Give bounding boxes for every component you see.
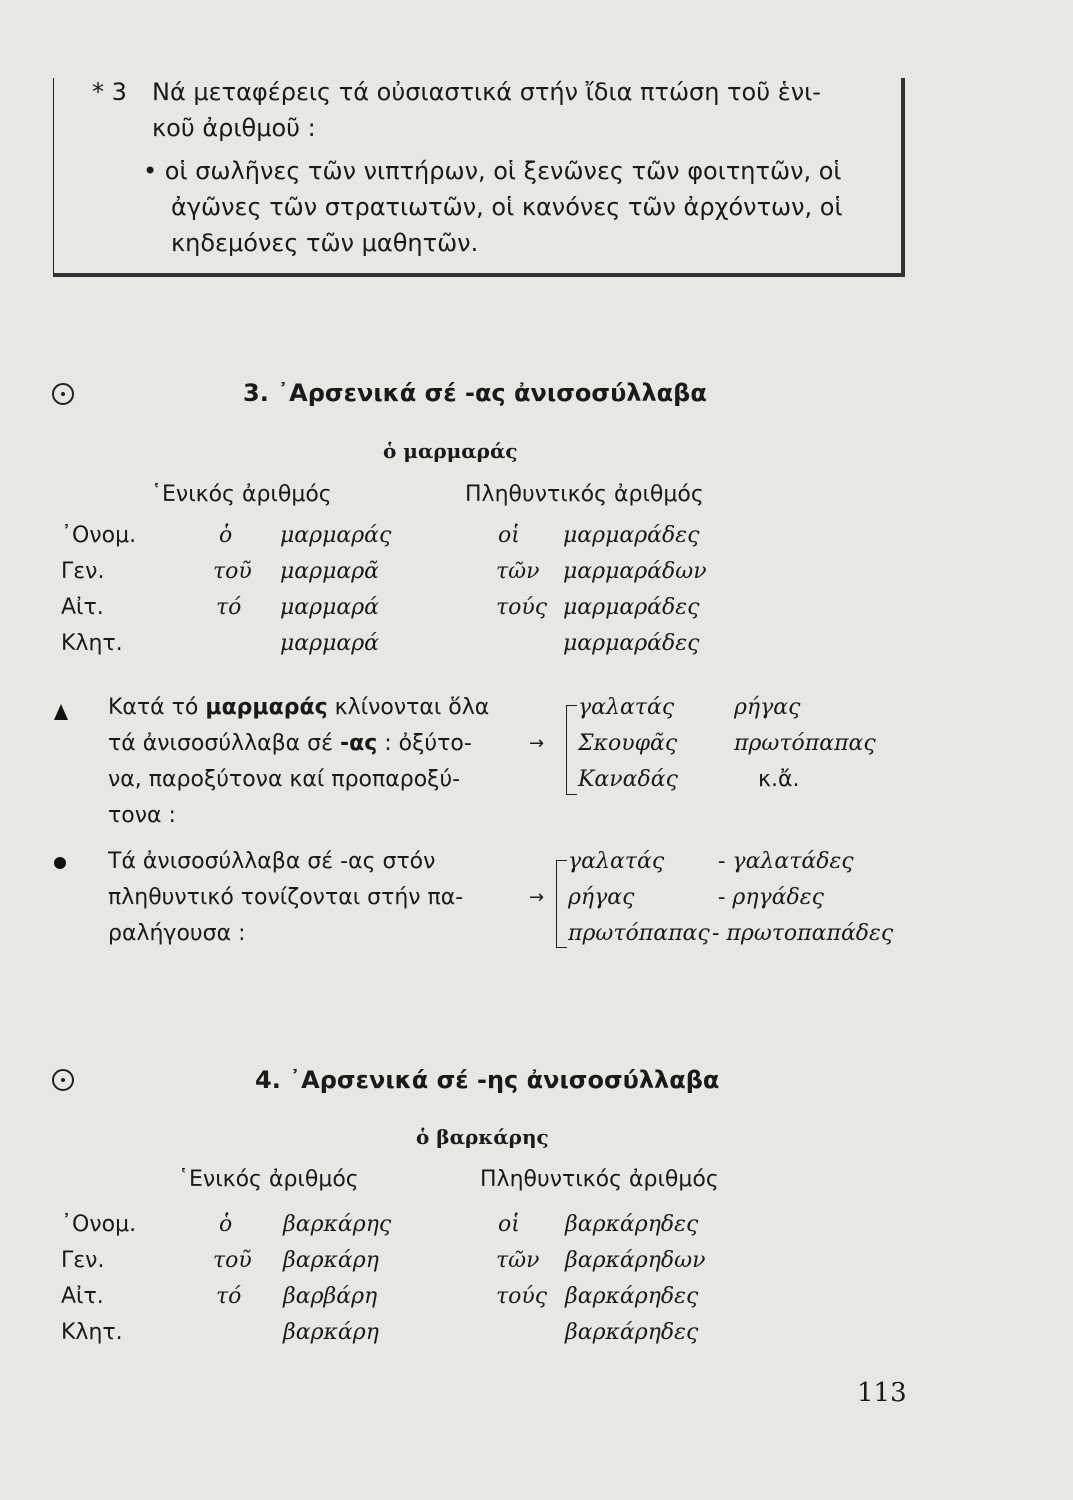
word-form: βαρβάρη	[283, 1284, 378, 1309]
exercise-line: κοῦ ἀριθμοῦ :	[152, 114, 316, 142]
example-word: πρωτόπαπας	[568, 921, 710, 946]
example-word: ὁ μαρμαράς	[383, 439, 518, 463]
case-label: ᾿Ονομ.	[61, 1212, 137, 1237]
word-form: μαρμαρά	[280, 631, 380, 656]
example-word: ρήγας	[568, 885, 635, 910]
example-word: - γαλατάδες	[718, 849, 854, 874]
case-label: Αἰτ.	[61, 595, 104, 620]
word-form: βαρκάρη	[283, 1248, 379, 1273]
rule-text: να, παροξύτονα καί προπαροξύ-	[108, 767, 461, 792]
example-word: Καναδάς	[578, 767, 678, 792]
exercise-line: • οἱ σωλῆνες τῶν νιπτήρων, οἱ ξενῶνες τῶν φοιτητῶν, οἱ	[143, 157, 842, 185]
section-title: 3. ᾿Αρσενικά σέ -ας ἀνισοσύλλαβα	[243, 379, 707, 407]
section-title: 4. ᾿Αρσενικά σέ -ης ἀνισοσύλλαβα	[255, 1066, 720, 1094]
plural-header: Πληθυντικός ἀριθμός	[465, 482, 704, 507]
article: τούς	[496, 595, 548, 620]
rule-text: πληθυντικό τονίζονται στήν πα-	[108, 885, 464, 910]
rule-text: Κατά τό μαρμαράς κλίνονται ὅλα	[108, 695, 490, 720]
bracket	[556, 860, 567, 948]
article: οἱ	[498, 523, 520, 548]
box-border	[901, 78, 905, 277]
article: οἱ	[498, 1212, 520, 1237]
case-label: Κλητ.	[61, 1320, 123, 1345]
word-form: βαρκάρηδες	[565, 1320, 699, 1345]
word-form: μαρμαράδες	[563, 595, 700, 620]
word-form: βαρκάρηδες	[565, 1284, 699, 1309]
section-marker-icon	[52, 1069, 74, 1091]
article: τοῦ	[213, 559, 252, 584]
word-form: μαρμαράς	[280, 523, 392, 548]
example-word: κ.ἄ.	[758, 767, 800, 792]
arrow-right-icon: →	[529, 887, 545, 908]
rule-text: ραλήγουσα :	[108, 921, 246, 946]
case-label: Κλητ.	[61, 631, 123, 656]
example-word: - πρωτοπαπάδες	[712, 921, 894, 946]
article: τῶν	[496, 1248, 540, 1273]
arrow-right-icon: →	[529, 733, 545, 754]
case-label: Αἰτ.	[61, 1284, 104, 1309]
example-word: πρωτόπαπας	[734, 731, 876, 756]
bullet-icon	[54, 857, 66, 869]
singular-header: ῾Ενικός ἀριθμός	[151, 482, 332, 507]
rule-text: τονα :	[108, 803, 176, 828]
article: τῶν	[496, 559, 540, 584]
exercise-line: κηδεμόνες τῶν μαθητῶν.	[171, 229, 479, 257]
example-word: ὁ βαρκάρης	[416, 1125, 549, 1149]
article: τό	[216, 1284, 242, 1309]
word-form: βαρκάρηδες	[565, 1212, 699, 1237]
rule-text: τά ἀνισοσύλλαβα σέ -ας : ὀξύτο-	[108, 731, 472, 756]
word-form: μαρμαρᾶ	[280, 559, 380, 584]
case-label: Γεν.	[61, 559, 105, 584]
exercise-marker: * 3	[92, 78, 127, 106]
word-form: μαρμαράδες	[563, 523, 700, 548]
triangle-icon	[54, 704, 68, 720]
bracket	[566, 705, 577, 795]
exercise-line: Νά μεταφέρεις τά οὐσιαστικά στήν ἴδια πτώση τοῦ ἑνι-	[152, 78, 821, 106]
word-form: βαρκάρη	[283, 1320, 379, 1345]
plural-header: Πληθυντικός ἀριθμός	[480, 1167, 719, 1192]
singular-header: ῾Ενικός ἀριθμός	[178, 1167, 359, 1192]
word-form: βαρκάρηδων	[565, 1248, 706, 1273]
word-form: μαρμαράδες	[563, 631, 700, 656]
word-form: βαρκάρης	[283, 1212, 392, 1237]
article: τό	[216, 595, 242, 620]
article: τούς	[496, 1284, 548, 1309]
word-form: μαρμαρά	[280, 595, 380, 620]
article: ὁ	[219, 523, 233, 548]
box-border	[53, 273, 905, 277]
example-word: Σκουφᾶς	[578, 731, 678, 756]
article: ὁ	[219, 1212, 233, 1237]
case-label: ᾿Ονομ.	[61, 523, 137, 548]
rule-text: Τά ἀνισοσύλλαβα σέ -ας στόν	[108, 849, 436, 874]
section-marker-icon	[52, 383, 74, 405]
exercise-line: ἀγῶνες τῶν στρατιωτῶν, οἱ κανόνες τῶν ἀρχόντων, οἱ	[171, 193, 843, 221]
example-word: ρήγας	[734, 695, 801, 720]
case-label: Γεν.	[61, 1248, 105, 1273]
word-form: μαρμαράδων	[563, 559, 707, 584]
example-word: - ρηγάδες	[718, 885, 824, 910]
example-word: γαλατάς	[568, 849, 665, 874]
example-word: γαλατάς	[578, 695, 675, 720]
article: τοῦ	[213, 1248, 252, 1273]
page-number: 113	[857, 1378, 907, 1408]
